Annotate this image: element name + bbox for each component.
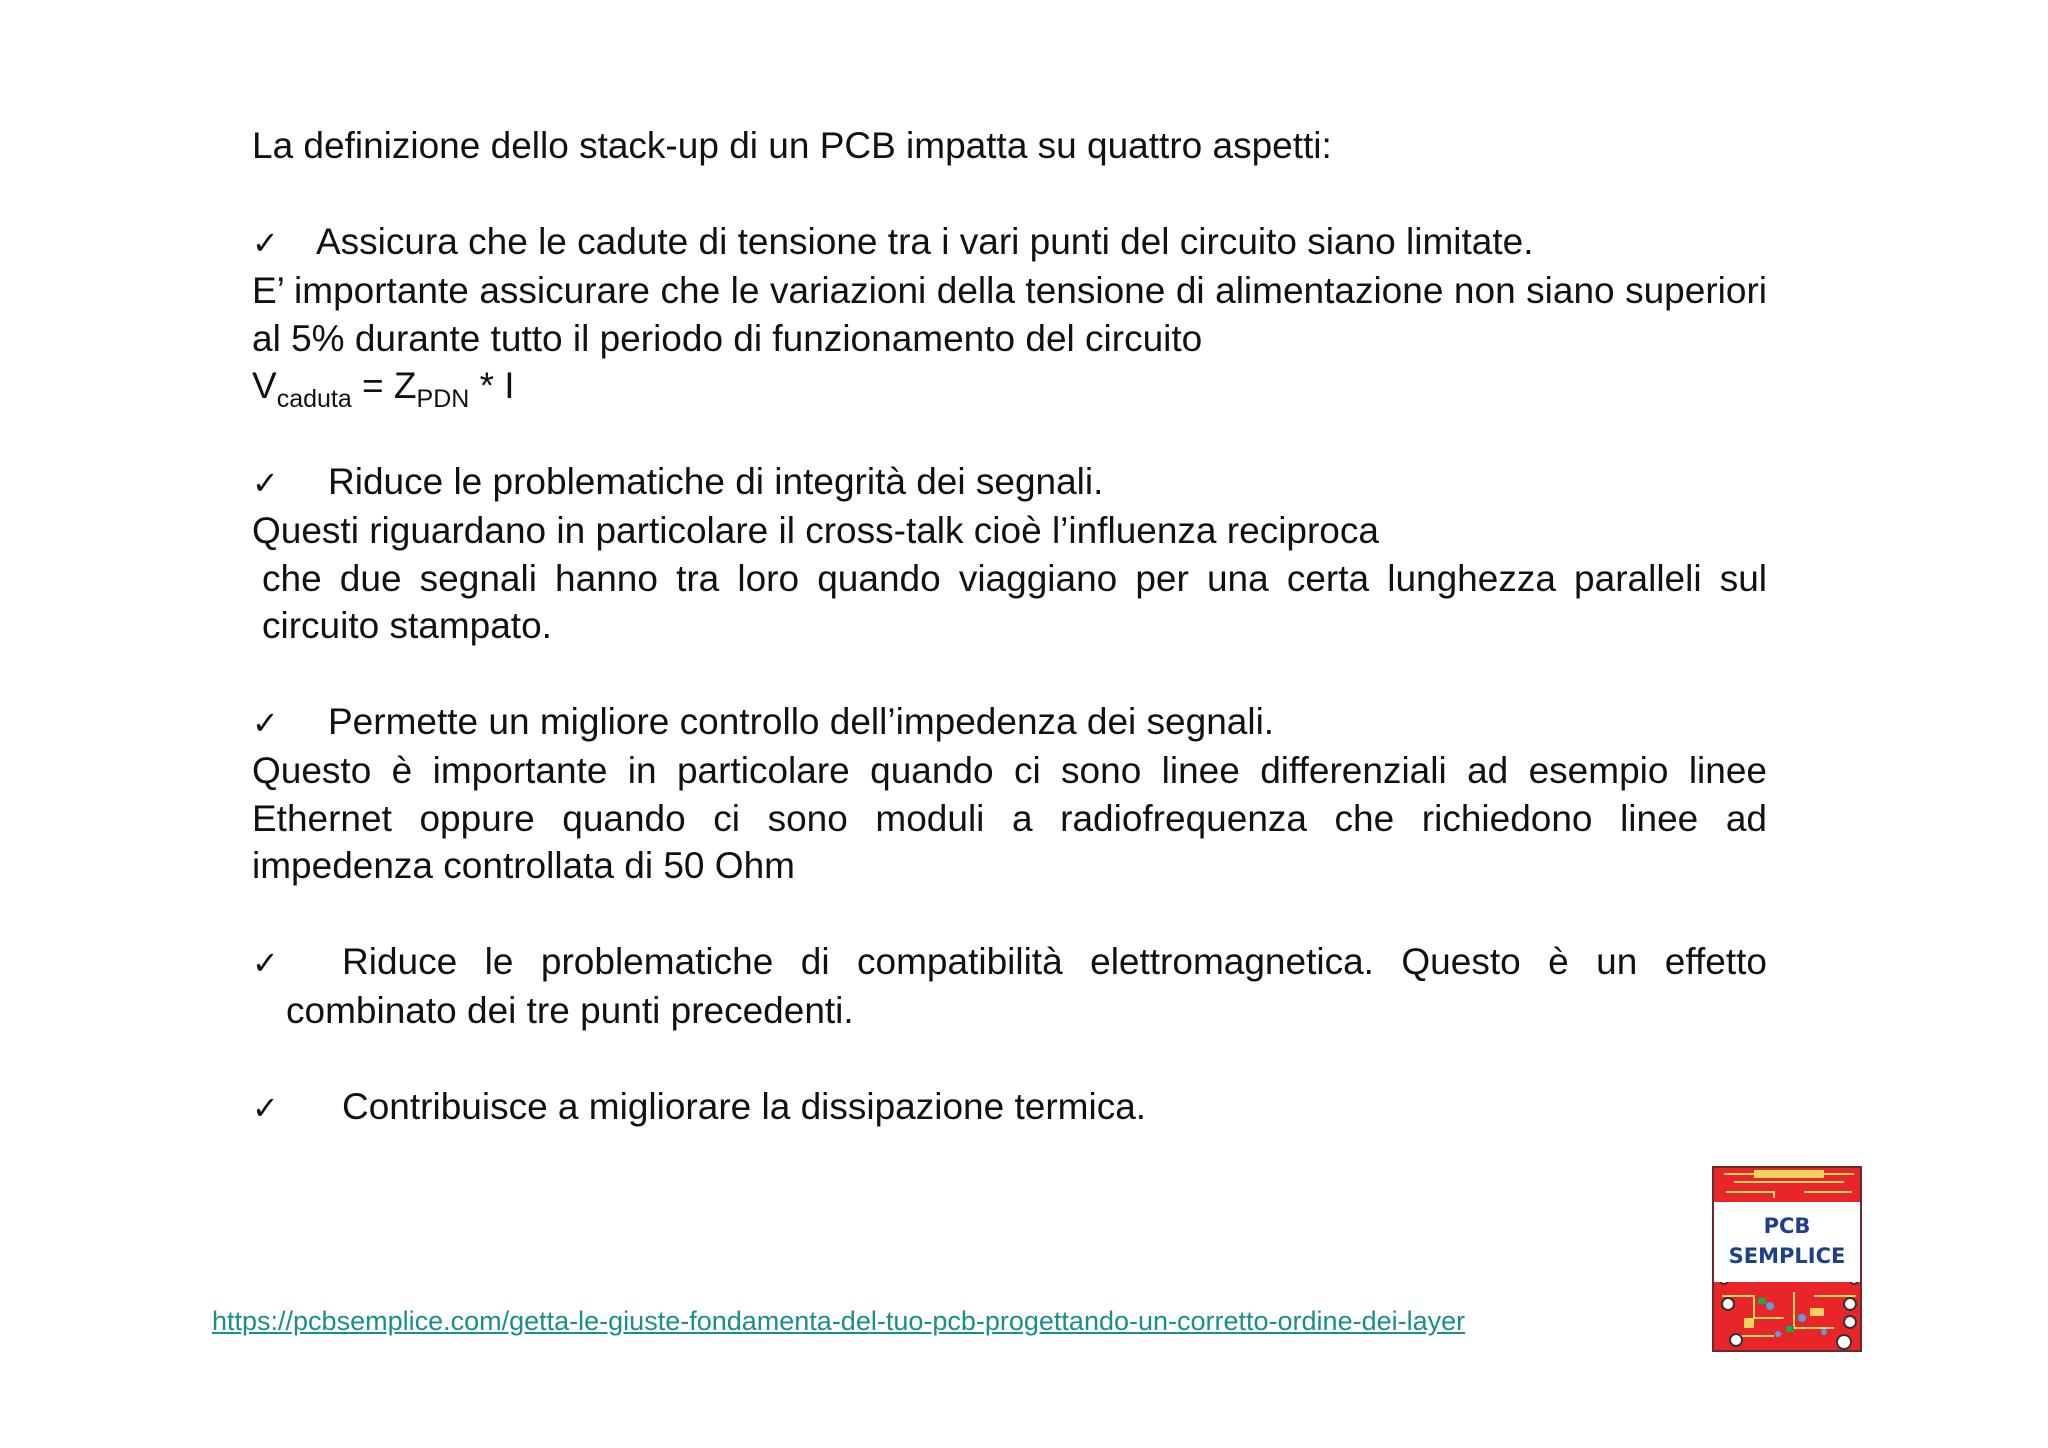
intro-text: La definizione dello stack-up di un PCB impatta su quattro aspetti: — [252, 125, 1332, 166]
point-title: ✓ Riduce le problematiche di compatibilità elettromagnetica. Questo è un effetto combinato dei tre punti precedenti. — [252, 940, 1767, 1031]
point-body: E’ importante assicurare che le variazioni della tensione di alimentazione non siano superiori al 5% durante tutto il periodo di funzionamento del circuito — [252, 270, 1767, 359]
point-thermal — [252, 1083, 1767, 1133]
point-voltage-drop — [252, 218, 1767, 413]
point-title: ✓ Permette un migliore controllo dell’impedenza dei segnali. — [252, 698, 1767, 748]
point-body: Questi riguardano in particolare il cross-talk cioè l’influenza reciproca — [252, 510, 1379, 551]
point-title: ✓ Assicura che le cadute di tensione tra i vari punti del circuito siano limitate. — [252, 218, 1767, 268]
point-emc — [252, 938, 1767, 1035]
pcb-semplice-logo — [1712, 1166, 1862, 1352]
point-body: Questo è importante in particolare quando ci sono linee differenziali ad esempio linee Ethernet oppure quando ci sono moduli a radiofrequenza che richiedono linee ad impedenza controllata di 50 Ohm — [252, 750, 1767, 886]
voltage-formula: $V_{caduta} = Z_{PDN} * I$ — [252, 365, 515, 413]
point-title: ✓ Riduce le problematiche di integrità dei segnali. — [252, 458, 1767, 508]
check-icon: ✓ — [252, 703, 279, 742]
point-signal-integrity — [252, 458, 1767, 650]
check-icon: ✓ — [252, 1088, 279, 1127]
check-icon: ✓ — [252, 463, 279, 502]
source-link[interactable]: https://pcbsemplice.com/getta-le-giuste-fondamenta-del-tuo-pcb-progettando-un-corretto-ordine-dei-layer — [212, 1306, 1466, 1336]
check-icon: ✓ — [252, 943, 279, 982]
point-title: ✓ Contribuisce a migliorare la dissipazione termica. — [252, 1083, 1767, 1133]
logo-label: PCB SEMPLICE — [1714, 1202, 1860, 1282]
point-body: che due segnali hanno tra loro quando viaggiano per una certa lunghezza paralleli sul circuito stampato. — [262, 557, 1767, 646]
point-impedance-control — [252, 698, 1767, 890]
slide-content — [252, 122, 1767, 1180]
check-icon: ✓ — [252, 223, 279, 262]
